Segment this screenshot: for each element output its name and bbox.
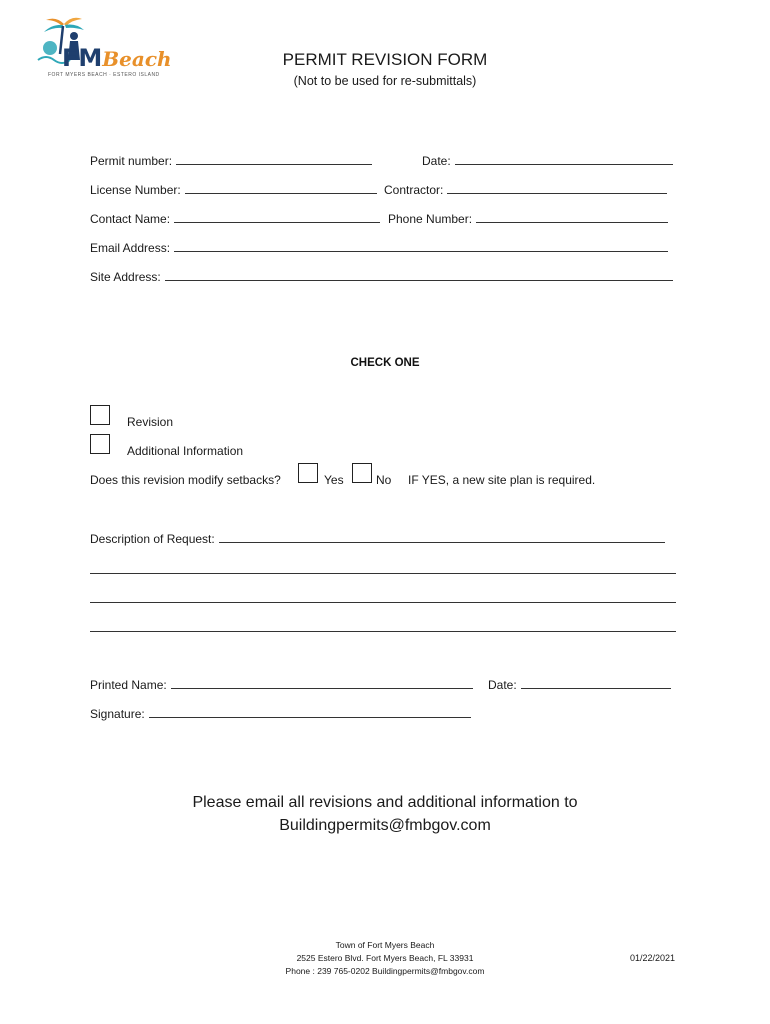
site-address-field[interactable]: [90, 269, 673, 284]
signature-line[interactable]: [149, 706, 471, 718]
setbacks-yes-label: Yes: [324, 473, 344, 487]
site-plan-note: IF YES, a new site plan is required.: [408, 473, 596, 487]
contact-name-field[interactable]: [90, 211, 380, 226]
signoff-date-label: Date:: [488, 678, 517, 692]
setbacks-no-label: No: [376, 473, 392, 487]
description-line[interactable]: [219, 531, 665, 543]
footer-contact: Phone : 239 765-0202 Buildingpermits@fmbgov.com: [285, 966, 485, 976]
footer-town: Town of Fort Myers Beach: [335, 940, 435, 950]
site-address-line[interactable]: [165, 269, 673, 281]
license-number-field[interactable]: [90, 182, 377, 197]
signature-field[interactable]: [90, 706, 471, 721]
description-label: Description of Request:: [90, 532, 215, 546]
email-address-line[interactable]: [174, 240, 668, 252]
setbacks-no-checkbox[interactable]: [352, 463, 372, 483]
permit-number-field[interactable]: [90, 153, 372, 168]
footer-address: 2525 Estero Blvd. Fort Myers Beach, FL 33931: [296, 953, 474, 963]
description-line-4[interactable]: [90, 631, 676, 632]
date-line[interactable]: [455, 153, 673, 165]
license-number-line[interactable]: [185, 182, 377, 194]
email-address-label: Email Address:: [90, 241, 171, 255]
printed-name-line[interactable]: [171, 677, 473, 689]
logo-text: FMBeach: [62, 44, 172, 72]
permit-number-line[interactable]: [176, 153, 372, 165]
phone-number-line[interactable]: [476, 211, 668, 223]
site-address-label: Site Address:: [90, 270, 161, 284]
additional-info-label: Additional Information: [127, 444, 244, 458]
signoff-date-field[interactable]: [488, 677, 671, 692]
revision-checkbox[interactable]: [90, 405, 110, 425]
setbacks-question: Does this revision modify setbacks?: [90, 473, 281, 487]
date-field[interactable]: [422, 153, 673, 168]
phone-number-label: Phone Number:: [388, 212, 473, 226]
contact-name-line[interactable]: [174, 211, 380, 223]
phone-number-field[interactable]: [388, 211, 668, 226]
printed-name-field[interactable]: [90, 677, 473, 692]
contact-name-label: Contact Name:: [90, 212, 171, 226]
page-title: PERMIT REVISION FORM: [282, 50, 488, 69]
license-number-label: License Number:: [90, 183, 181, 197]
setbacks-yes-checkbox[interactable]: [298, 463, 318, 483]
description-line-2[interactable]: [90, 573, 676, 574]
logo-tagline: FORT MYERS BEACH · ESTERO ISLAND: [48, 72, 160, 78]
description-field[interactable]: [90, 531, 665, 546]
email-instruction: Please email all revisions and additional information to: [192, 794, 578, 811]
signature-label: Signature:: [90, 707, 145, 721]
contractor-field[interactable]: [384, 182, 667, 197]
description-line-3[interactable]: [90, 602, 676, 603]
contractor-line[interactable]: [447, 182, 667, 194]
email-address-field[interactable]: [90, 240, 668, 255]
check-one-heading: CHECK ONE: [350, 357, 420, 369]
permit-number-label: Permit number:: [90, 154, 173, 168]
contractor-label: Contractor:: [384, 183, 444, 197]
page-subtitle: (Not to be used for re-submittals): [293, 74, 477, 88]
email-address-link[interactable]: Buildingpermits@fmbgov.com: [279, 817, 491, 834]
signoff-date-line[interactable]: [521, 677, 671, 689]
additional-info-checkbox[interactable]: [90, 434, 110, 454]
footer-date: 01/22/2021: [630, 953, 676, 963]
printed-name-label: Printed Name:: [90, 678, 167, 692]
date-label: Date:: [422, 154, 451, 168]
revision-label: Revision: [127, 415, 174, 429]
